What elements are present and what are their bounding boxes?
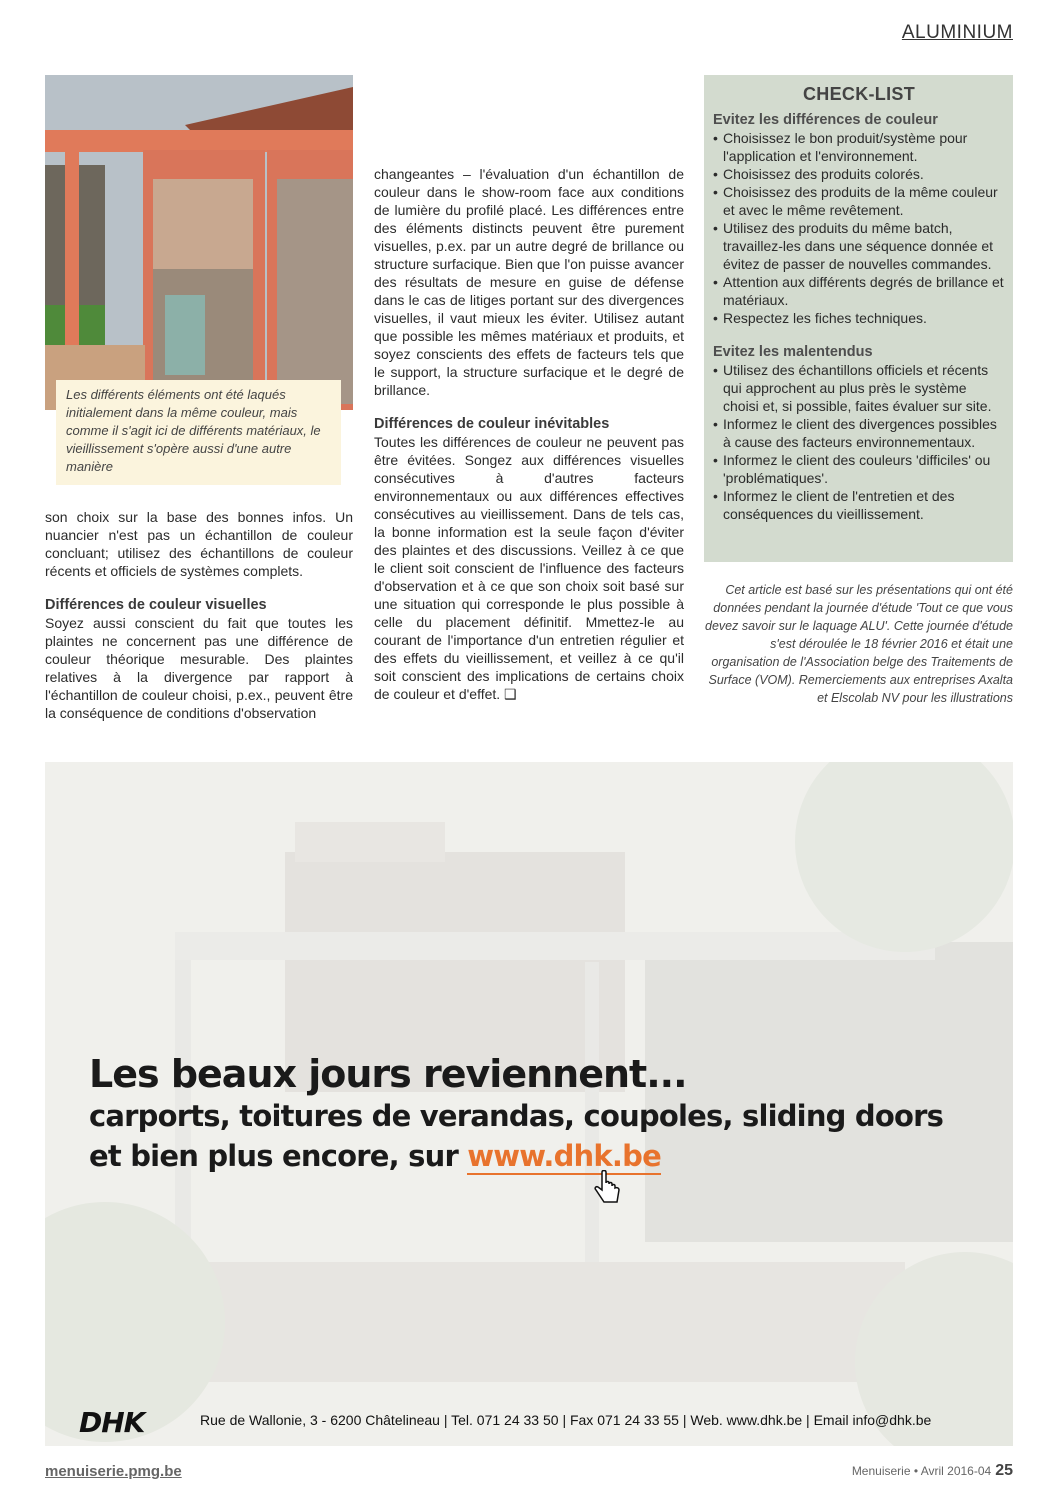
column-1-paragraph-2: Soyez aussi conscient du fait que toutes les plaintes ne concernent pas une différence de couleur théorique mesurable. Des plaintes relatives à la divergence par rapport à l'échantillon de couleur choisi, p.ex., peuvent être la conséquence de conditions d'observation (45, 615, 353, 721)
page-number: 25 (995, 1462, 1013, 1479)
heading-unavoidable-differences: Différences de couleur inévitables (374, 416, 610, 432)
hand-cursor-icon (593, 1170, 623, 1208)
veranda-photo (45, 75, 353, 410)
column-1-paragraph-1: son choix sur la base des bonnes infos. Un nuancier n'est pas un échantillon de couleur concluant; utilisez des échantillons de couleur récents et officiels de systèmes complets. (45, 509, 353, 579)
list-item: • Choisissez des produits de la même couleur et avec le même revêtement. (713, 183, 1005, 219)
list-item: • Choisissez le bon produit/système pour l'application et l'environnement. (713, 129, 1005, 165)
list-item: • Informez le client des couleurs 'difficiles' ou 'problématiques'. (713, 451, 1005, 487)
ad-contact-details: Rue de Wallonie, 3 - 6200 Châtelineau | Tel. 071 24 33 50 | Fax 071 24 33 55 | Web. www.dhk.be | Email info@dhk.be (200, 1412, 932, 1428)
ad-headline-prefix: et bien plus encore, sur (89, 1139, 468, 1173)
checklist-box (704, 75, 1013, 562)
footer-issue (852, 1462, 1013, 1480)
ad-headline-line-2: carports, toitures de verandas, coupoles, sliding doors (89, 1099, 944, 1133)
checklist-group-2-heading: Evitez les malentendus (713, 344, 873, 360)
ad-headline-line-1: Les beaux jours reviennent... (89, 1052, 687, 1096)
ad-headline (89, 1052, 943, 1176)
heading-visual-differences: Différences de couleur visuelles (45, 597, 267, 613)
checklist-group-2-list (713, 361, 1005, 523)
footer-issue-label: Menuiserie • Avril 2016-04 (851, 1464, 992, 1478)
checklist-group-1-list (713, 129, 1005, 327)
ad-headline-line-3 (89, 1136, 943, 1176)
checklist-title: CHECK-LIST (803, 84, 915, 104)
list-item: • Attention aux différents degrés de brillance et matériaux. (713, 273, 1005, 309)
dhk-advertisement (45, 762, 1013, 1446)
list-item: • Utilisez des produits du même batch, travaillez-les dans une séquence donnée et évitez de passer de nouvelles commandes. (713, 219, 1005, 273)
article-column-2 (374, 165, 684, 703)
list-item: • Informez le client des divergences possibles à cause des facteurs environnementaux. (713, 415, 1005, 451)
section-tag: ALUMINIUM (901, 22, 1013, 43)
footer-website[interactable]: menuiserie.pmg.be (45, 1463, 182, 1480)
list-item: • Respectez les fiches techniques. (713, 309, 1005, 327)
article-column-1 (45, 508, 353, 722)
list-item: • Utilisez des échantillons officiels et récents qui approchent au plus près le système choisi et, si possible, faites évaluer sur site. (713, 361, 1005, 415)
photo-caption: Les différents éléments ont été laqués initialement dans la même couleur, mais comme il s'agit ici de différents matériaux, le vieillissement s'opère aussi d'une autre manière (56, 380, 341, 485)
list-item: • Choisissez des produits colorés. (713, 165, 1005, 183)
column-2-paragraph-2: Toutes les différences de couleur ne peuvent pas être évitées. Songez aux différences visuelles consécutives à d'autres facteurs environnementaux ou aux différences effectives consécutives au vieillissement. Dans de tels cas, la bonne information est la seule façon d'éviter des plaintes et des discussions. Veillez à ce que le client soit conscient de l'influence des facteurs d'observation et à ce que son choix soit basé sur une situation qui corresponde le plus possible à celle du placement définitif. Mmettez-le au courant de l'importance d'un entretien régulier et des effets du vieillissement, et veillez à ce qu'il soit conscient des implications de certains choix de couleur et d'effet. ❑ (374, 434, 684, 702)
column-2-paragraph-1: changeantes – l'évaluation d'un échantillon de couleur dans le show-room face aux conditions de lumière du profilé placé. Les différences entre des éléments distincts peuvent être purement visuelles, p.ex. par un autre degré de brillance ou structure surfacique. Bien que l'on puisse avancer des résultats de mesure en guise de défense dans le cas de litiges portant sur des divergences visuelles, il vaut mieux les éviter. Utilisez autant que possible les mêmes matériaux et produits, et soyez conscients des effets de facteurs tels que le support, la structure surfacique et le degré de brillance. (374, 166, 684, 398)
list-item: • Informez le client de l'entretien et des conséquences du vieillissement. (713, 487, 1005, 523)
checklist-group-1-heading: Evitez les différences de couleur (713, 112, 938, 128)
dhk-logo: DHK (79, 1406, 145, 1439)
article-source-note: Cet article est basé sur les présentations qui ont été données pendant la journée d'étude 'Tout ce que vous devez savoir sur le laquage ALU'. Cette journée d'étude s'est déroulée le 18 février 2016 et était une organisation de l'Association belge des Traitements de Surface (VOM). Remerciements aux entreprises Axalta et Elscolab NV pour les illustrations (705, 583, 1013, 705)
ad-website-link[interactable]: www.dhk.be (467, 1139, 661, 1173)
ad-contact-bar (45, 1402, 1013, 1438)
veranda-photo-illustration (45, 75, 353, 410)
